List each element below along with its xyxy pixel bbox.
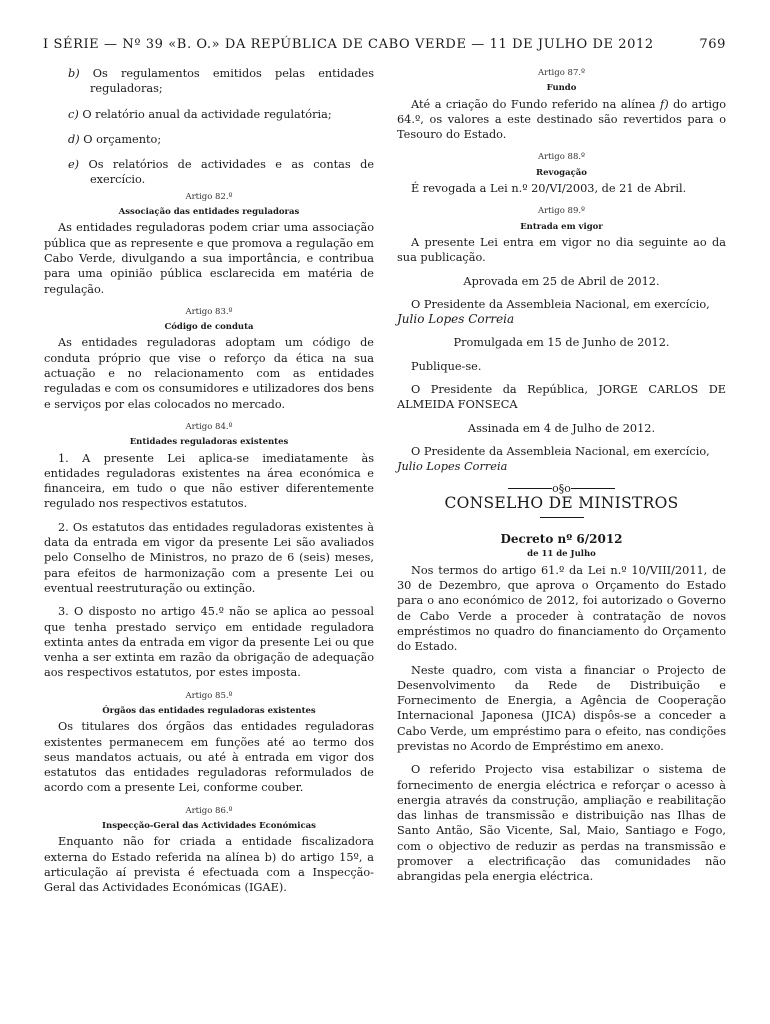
signature-date: Assinada em 4 de Julho de 2012. xyxy=(467,421,656,435)
decree-date: de 11 de Julho xyxy=(527,549,596,560)
divider xyxy=(540,517,584,518)
article-title: Fundo xyxy=(546,83,577,94)
section-separator: o§o xyxy=(397,481,726,496)
decree-paragraph: Nos termos do artigo 61.º da Lei n.º 10/VIII/2011, de 30 de Dezembro, que aprova o Orçamento do Estado para o ano económico de 2012, foi autorizado o Governo de Cabo Verde a proceder à contratação de novos empréstimos no quadro do financiamento do Orçamento do Estado. xyxy=(397,563,726,654)
decree-paragraph: O referido Projecto visa estabilizar o sistema de fornecimento de energia eléctrica e reforçar o acesso à energia através da construção, ampliação e reabilitação das linhas de transmissão e distribuição nas Ilhas de Santo Antão, São Vicente, Sal, Maio, Santiago e Fogo, com o objectivo de reduzir as perdas na transmissão e promover a electrificação das comunidades não abrangidas pela energia eléctrica. xyxy=(397,763,726,884)
article-number: Artigo 87.º xyxy=(537,68,586,78)
article-paragraph: As entidades reguladoras adoptam um código de conduta próprio que vise o reforço da ética na sua actuação e no relacionamento com as entidades reguladas e com os consumidores e utilizadores dos bens e serviços por elas colocados no mercado. xyxy=(44,336,374,411)
republic-president: O Presidente da República, JORGE CARLOS DE ALMEIDA FONSECA xyxy=(397,383,726,412)
section-title: CONSELHO DE MINISTROS xyxy=(444,493,679,512)
article-title: Código de conduta xyxy=(164,322,254,333)
article-number: Artigo 82.º xyxy=(185,191,233,202)
page-header xyxy=(43,37,726,59)
article-number: Artigo 89.º xyxy=(537,206,586,217)
article-paragraph: Enquanto não for criada a entidade fiscalizadora externa do Estado referida na alínea b) do artigo 15º, a articulação aí prevista é efectuada com a Inspecção-Geral das Actividades Económicas (IGAE). xyxy=(44,835,374,895)
article-number: Artigo 88.º xyxy=(537,152,586,163)
article-paragraph: Os titulares dos órgãos das entidades reguladoras existentes permanecem em funções até ao termo dos seus mandatos actuais, ou até à entrada em vigor dos estatutos das entidades reguladoras reformulados de acordo com a presente Lei, conforme couber. xyxy=(44,720,374,795)
right-column xyxy=(397,66,726,893)
article-paragraph: Até a criação do Fundo referido na alínea f) do artigo 64.º, os valores a este destinado são revertidos para o Tesouro do Estado. xyxy=(397,97,726,142)
approval-date: Aprovada em 25 de Abril de 2012. xyxy=(463,274,660,288)
article-paragraph: 3. O disposto no artigo 45.º não se aplica ao pessoal que tenha prestado serviço em entidade reguladora extinta antes da entrada em vigor da presente Lei ou que venha a ser extinta em razão da obrigação de adequação aos respectivos estatutos, por estes imposta. xyxy=(44,605,374,680)
article-title: Entidades reguladoras existentes xyxy=(129,437,289,448)
article-paragraph: A presente Lei entra em vigor no dia seguinte ao da sua publicação. xyxy=(397,235,726,265)
article-title: Inspecção-Geral das Actividades Económicas xyxy=(102,821,316,832)
signatory-name: Julio Lopes Correia xyxy=(397,460,508,474)
article-title: Órgãos das entidades reguladoras existentes xyxy=(102,705,316,716)
article-title: Entrada em vigor xyxy=(520,221,603,232)
decree-title: Decreto nº 6/2012 xyxy=(500,532,623,547)
article-paragraph: As entidades reguladoras podem criar uma associação pública que as represente e que promova a regulação em Cabo Verde, divulgando a sua importância, e contribua para uma opinião pública esclarecida em matéria de regulação. xyxy=(44,221,374,296)
article-number: Artigo 84.º xyxy=(185,421,233,432)
publish-order: Publique-se. xyxy=(411,359,482,373)
promulgation-date: Promulgada em 15 de Junho de 2012. xyxy=(453,336,670,350)
list-item: b) Os regulamentos emitidos pelas entidades reguladoras; xyxy=(68,67,374,96)
assembly-president: O Presidente da Assembleia Nacional, em exercício, xyxy=(411,297,710,311)
article-paragraph: É revogada a Lei n.º 20/VI/2003, de 21 de Abril. xyxy=(411,182,687,196)
list-item: d) O orçamento; xyxy=(68,132,162,146)
page-number: 769 xyxy=(699,37,726,52)
article-number: Artigo 86.º xyxy=(185,805,233,816)
article-title: Associação das entidades reguladoras xyxy=(118,207,300,218)
decree-paragraph: Neste quadro, com vista a financiar o Projecto de Desenvolvimento da Rede de Distribuição e Fornecimento de Energia, a Agência de Cooperação Internacional Japonesa (JICA) dispôs-se a conceder a Cabo Verde, um empréstimo para o efeito, nas condições previstas no Acordo de Empréstimo em anexo. xyxy=(397,663,726,753)
article-title: Revogação xyxy=(536,167,587,178)
article-paragraph: 2. Os estatutos das entidades reguladoras existentes à data da entrada em vigor da presente Lei são avaliados pelo Conselho de Ministros, no prazo de 6 (seis) meses, para efeitos de harmonização com a presente Lei ou eventual reestruturação ou extinção. xyxy=(44,520,374,595)
list-item: c) O relatório anual da actividade regulatória; xyxy=(68,107,332,121)
assembly-president: O Presidente da Assembleia Nacional, em exercício, xyxy=(411,444,710,458)
article-number: Artigo 83.º xyxy=(185,306,233,317)
article-number: Artigo 85.º xyxy=(185,690,233,701)
article-paragraph: 1. A presente Lei aplica-se imediatamente às entidades reguladoras existentes na área económica e financeira, em tudo o que não estiver diferentemente regulado nos respectivos estatutos. xyxy=(44,451,374,511)
list-item: e) Os relatórios de actividades e as contas de exercício. xyxy=(68,158,374,187)
series-line: I SÉRIE — Nº 39 «B. O.» DA REPÚBLICA DE CABO VERDE — 11 DE JULHO DE 2012 xyxy=(43,37,654,52)
left-column xyxy=(44,66,374,904)
signatory-name: Julio Lopes Correia xyxy=(397,312,515,327)
